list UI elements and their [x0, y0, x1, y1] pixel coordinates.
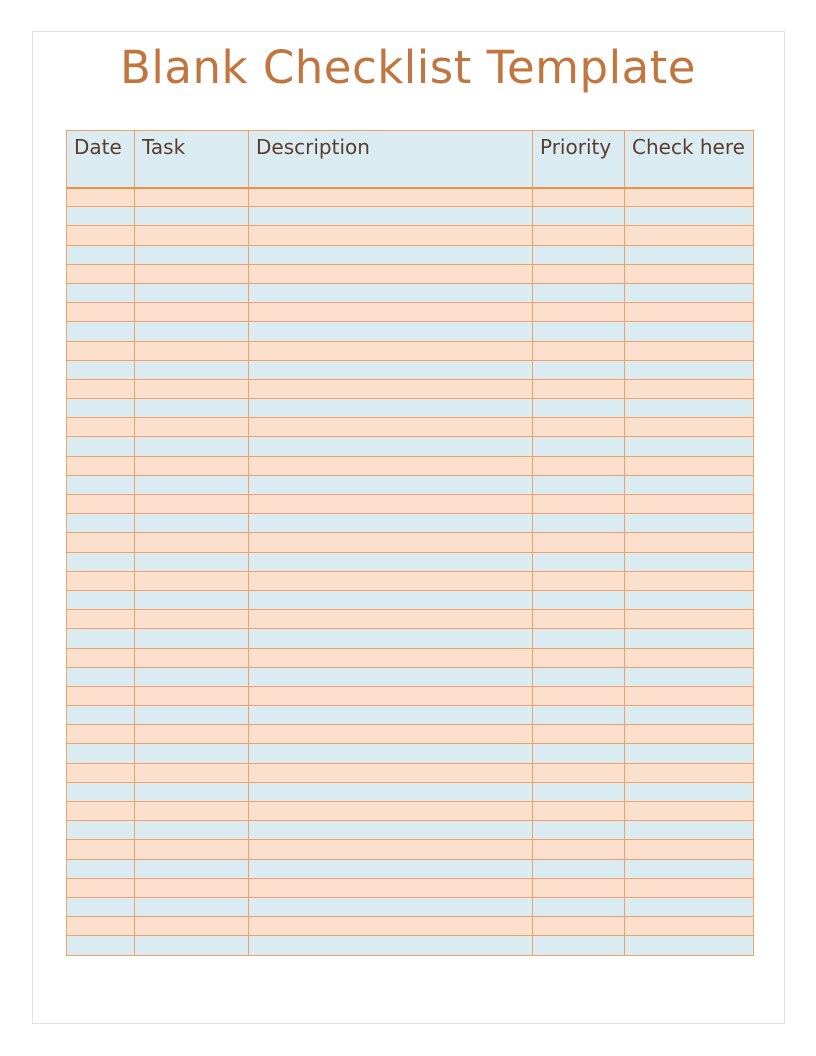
table-row	[67, 763, 754, 782]
table-row	[67, 571, 754, 590]
check-cell[interactable]	[625, 303, 754, 322]
priority-cell[interactable]	[533, 629, 625, 648]
task-cell[interactable]	[135, 283, 249, 302]
task-cell[interactable]	[135, 399, 249, 418]
date-cell[interactable]	[67, 629, 135, 648]
date-cell[interactable]	[67, 590, 135, 609]
date-cell[interactable]	[67, 744, 135, 763]
description-cell[interactable]	[249, 283, 533, 302]
priority-cell[interactable]	[533, 533, 625, 552]
priority-cell[interactable]	[533, 475, 625, 494]
column-header-check-here: Check here	[625, 131, 754, 188]
priority-cell[interactable]	[533, 341, 625, 360]
table-row	[67, 610, 754, 629]
description-cell[interactable]	[249, 744, 533, 763]
priority-cell[interactable]	[533, 610, 625, 629]
task-cell[interactable]	[135, 744, 249, 763]
description-cell[interactable]	[249, 936, 533, 955]
check-cell[interactable]	[625, 207, 754, 226]
table-row	[67, 936, 754, 955]
column-header-date: Date	[67, 131, 135, 188]
check-cell[interactable]	[625, 533, 754, 552]
table-row	[67, 821, 754, 840]
description-cell[interactable]	[249, 245, 533, 264]
task-cell[interactable]	[135, 610, 249, 629]
header-row	[67, 131, 754, 188]
table-row	[67, 245, 754, 264]
date-cell[interactable]	[67, 610, 135, 629]
date-cell[interactable]	[67, 188, 135, 207]
check-cell[interactable]	[625, 188, 754, 207]
date-cell[interactable]	[67, 360, 135, 379]
task-cell[interactable]	[135, 706, 249, 725]
page-title: Blank Checklist Template	[120, 41, 696, 94]
check-cell[interactable]	[625, 475, 754, 494]
check-cell[interactable]	[625, 341, 754, 360]
priority-cell[interactable]	[533, 744, 625, 763]
check-cell[interactable]	[625, 648, 754, 667]
check-cell[interactable]	[625, 610, 754, 629]
date-cell[interactable]	[67, 303, 135, 322]
column-header-priority: Priority	[533, 131, 625, 188]
table-row	[67, 418, 754, 437]
task-cell[interactable]	[135, 456, 249, 475]
date-cell[interactable]	[67, 571, 135, 590]
task-cell[interactable]	[135, 763, 249, 782]
task-cell[interactable]	[135, 514, 249, 533]
description-cell[interactable]	[249, 495, 533, 514]
checklist-table	[66, 130, 754, 956]
check-cell[interactable]	[625, 418, 754, 437]
check-cell[interactable]	[625, 782, 754, 801]
description-cell[interactable]	[249, 418, 533, 437]
task-cell[interactable]	[135, 264, 249, 283]
priority-cell[interactable]	[533, 686, 625, 705]
description-cell[interactable]	[249, 322, 533, 341]
date-cell[interactable]	[67, 667, 135, 686]
description-cell[interactable]	[249, 533, 533, 552]
priority-cell[interactable]	[533, 763, 625, 782]
priority-cell[interactable]	[533, 245, 625, 264]
task-cell[interactable]	[135, 571, 249, 590]
task-cell[interactable]	[135, 495, 249, 514]
task-cell[interactable]	[135, 840, 249, 859]
check-cell[interactable]	[625, 399, 754, 418]
date-cell[interactable]	[67, 399, 135, 418]
date-cell[interactable]	[67, 207, 135, 226]
table-row	[67, 840, 754, 859]
table-row	[67, 878, 754, 897]
check-cell[interactable]	[625, 226, 754, 245]
task-cell[interactable]	[135, 725, 249, 744]
table-row	[67, 226, 754, 245]
check-cell[interactable]	[625, 917, 754, 936]
priority-cell[interactable]	[533, 878, 625, 897]
priority-cell[interactable]	[533, 706, 625, 725]
priority-cell[interactable]	[533, 897, 625, 916]
table-row	[67, 360, 754, 379]
table-row	[67, 552, 754, 571]
task-cell[interactable]	[135, 590, 249, 609]
date-cell[interactable]	[67, 283, 135, 302]
task-cell[interactable]	[135, 360, 249, 379]
date-cell[interactable]	[67, 686, 135, 705]
table-row	[67, 648, 754, 667]
check-cell[interactable]	[625, 322, 754, 341]
priority-cell[interactable]	[533, 667, 625, 686]
description-cell[interactable]	[249, 802, 533, 821]
description-cell[interactable]	[249, 706, 533, 725]
table-row	[67, 495, 754, 514]
date-cell[interactable]	[67, 418, 135, 437]
task-cell[interactable]	[135, 322, 249, 341]
check-cell[interactable]	[625, 264, 754, 283]
task-cell[interactable]	[135, 917, 249, 936]
priority-cell[interactable]	[533, 226, 625, 245]
table-row	[67, 399, 754, 418]
priority-cell[interactable]	[533, 495, 625, 514]
date-cell[interactable]	[67, 475, 135, 494]
date-cell[interactable]	[67, 552, 135, 571]
date-cell[interactable]	[67, 897, 135, 916]
description-cell[interactable]	[249, 264, 533, 283]
date-cell[interactable]	[67, 495, 135, 514]
date-cell[interactable]	[67, 859, 135, 878]
table-row	[67, 514, 754, 533]
description-cell[interactable]	[249, 686, 533, 705]
date-cell[interactable]	[67, 437, 135, 456]
date-cell[interactable]	[67, 782, 135, 801]
priority-cell[interactable]	[533, 571, 625, 590]
table-row	[67, 303, 754, 322]
description-cell[interactable]	[249, 782, 533, 801]
check-cell[interactable]	[625, 821, 754, 840]
task-cell[interactable]	[135, 821, 249, 840]
check-cell[interactable]	[625, 456, 754, 475]
task-cell[interactable]	[135, 226, 249, 245]
check-cell[interactable]	[625, 360, 754, 379]
priority-cell[interactable]	[533, 437, 625, 456]
description-cell[interactable]	[249, 399, 533, 418]
check-cell[interactable]	[625, 725, 754, 744]
task-cell[interactable]	[135, 533, 249, 552]
date-cell[interactable]	[67, 245, 135, 264]
check-cell[interactable]	[625, 495, 754, 514]
description-cell[interactable]	[249, 437, 533, 456]
date-cell[interactable]	[67, 840, 135, 859]
priority-cell[interactable]	[533, 859, 625, 878]
description-cell[interactable]	[249, 897, 533, 916]
check-cell[interactable]	[625, 379, 754, 398]
date-cell[interactable]	[67, 379, 135, 398]
table-row	[67, 744, 754, 763]
task-cell[interactable]	[135, 782, 249, 801]
description-cell[interactable]	[249, 475, 533, 494]
priority-cell[interactable]	[533, 590, 625, 609]
table-row	[67, 533, 754, 552]
table-row	[67, 379, 754, 398]
date-cell[interactable]	[67, 264, 135, 283]
column-header-description: Description	[249, 131, 533, 188]
task-cell[interactable]	[135, 475, 249, 494]
date-cell[interactable]	[67, 706, 135, 725]
check-cell[interactable]	[625, 936, 754, 955]
check-cell[interactable]	[625, 763, 754, 782]
priority-cell[interactable]	[533, 283, 625, 302]
table-row	[67, 859, 754, 878]
date-cell[interactable]	[67, 802, 135, 821]
priority-cell[interactable]	[533, 936, 625, 955]
task-cell[interactable]	[135, 207, 249, 226]
description-cell[interactable]	[249, 840, 533, 859]
table-row	[67, 475, 754, 494]
check-cell[interactable]	[625, 629, 754, 648]
check-cell[interactable]	[625, 514, 754, 533]
description-cell[interactable]	[249, 207, 533, 226]
task-cell[interactable]	[135, 379, 249, 398]
description-cell[interactable]	[249, 188, 533, 207]
table-row	[67, 725, 754, 744]
task-cell[interactable]	[135, 878, 249, 897]
priority-cell[interactable]	[533, 514, 625, 533]
date-cell[interactable]	[67, 648, 135, 667]
table-row	[67, 590, 754, 609]
table-row	[67, 341, 754, 360]
task-cell[interactable]	[135, 418, 249, 437]
date-cell[interactable]	[67, 725, 135, 744]
check-cell[interactable]	[625, 283, 754, 302]
table-row	[67, 782, 754, 801]
description-cell[interactable]	[249, 821, 533, 840]
date-cell[interactable]	[67, 456, 135, 475]
date-cell[interactable]	[67, 936, 135, 955]
description-cell[interactable]	[249, 629, 533, 648]
date-cell[interactable]	[67, 917, 135, 936]
table-row	[67, 686, 754, 705]
date-cell[interactable]	[67, 821, 135, 840]
description-cell[interactable]	[249, 303, 533, 322]
description-cell[interactable]	[249, 648, 533, 667]
table-row	[67, 437, 754, 456]
task-cell[interactable]	[135, 437, 249, 456]
task-cell[interactable]	[135, 303, 249, 322]
table-row	[67, 917, 754, 936]
task-cell[interactable]	[135, 552, 249, 571]
date-cell[interactable]	[67, 878, 135, 897]
table-row	[67, 706, 754, 725]
table-row	[67, 456, 754, 475]
description-cell[interactable]	[249, 456, 533, 475]
table-row	[67, 207, 754, 226]
priority-cell[interactable]	[533, 456, 625, 475]
task-cell[interactable]	[135, 648, 249, 667]
description-cell[interactable]	[249, 552, 533, 571]
date-cell[interactable]	[67, 226, 135, 245]
table-row	[67, 188, 754, 207]
description-cell[interactable]	[249, 341, 533, 360]
description-cell[interactable]	[249, 590, 533, 609]
priority-cell[interactable]	[533, 552, 625, 571]
description-cell[interactable]	[249, 859, 533, 878]
date-cell[interactable]	[67, 514, 135, 533]
priority-cell[interactable]	[533, 322, 625, 341]
description-cell[interactable]	[249, 571, 533, 590]
date-cell[interactable]	[67, 763, 135, 782]
task-cell[interactable]	[135, 936, 249, 955]
table-row	[67, 264, 754, 283]
table-row	[67, 322, 754, 341]
table-row	[67, 897, 754, 916]
description-cell[interactable]	[249, 514, 533, 533]
date-cell[interactable]	[67, 533, 135, 552]
description-cell[interactable]	[249, 226, 533, 245]
task-cell[interactable]	[135, 188, 249, 207]
priority-cell[interactable]	[533, 917, 625, 936]
table-row	[67, 283, 754, 302]
description-cell[interactable]	[249, 667, 533, 686]
priority-cell[interactable]	[533, 360, 625, 379]
checklist-rows	[67, 188, 754, 956]
priority-cell[interactable]	[533, 418, 625, 437]
priority-cell[interactable]	[533, 802, 625, 821]
check-cell[interactable]	[625, 437, 754, 456]
task-cell[interactable]	[135, 629, 249, 648]
task-cell[interactable]	[135, 897, 249, 916]
description-cell[interactable]	[249, 610, 533, 629]
date-cell[interactable]	[67, 341, 135, 360]
description-cell[interactable]	[249, 360, 533, 379]
check-cell[interactable]	[625, 686, 754, 705]
priority-cell[interactable]	[533, 725, 625, 744]
priority-cell[interactable]	[533, 379, 625, 398]
check-cell[interactable]	[625, 245, 754, 264]
priority-cell[interactable]	[533, 821, 625, 840]
priority-cell[interactable]	[533, 840, 625, 859]
description-cell[interactable]	[249, 379, 533, 398]
table-row	[67, 629, 754, 648]
description-cell[interactable]	[249, 917, 533, 936]
task-cell[interactable]	[135, 245, 249, 264]
task-cell[interactable]	[135, 859, 249, 878]
description-cell[interactable]	[249, 763, 533, 782]
priority-cell[interactable]	[533, 207, 625, 226]
task-cell[interactable]	[135, 686, 249, 705]
task-cell[interactable]	[135, 802, 249, 821]
priority-cell[interactable]	[533, 303, 625, 322]
check-cell[interactable]	[625, 897, 754, 916]
task-cell[interactable]	[135, 667, 249, 686]
check-cell[interactable]	[625, 667, 754, 686]
check-cell[interactable]	[625, 706, 754, 725]
date-cell[interactable]	[67, 322, 135, 341]
check-cell[interactable]	[625, 590, 754, 609]
check-cell[interactable]	[625, 840, 754, 859]
priority-cell[interactable]	[533, 188, 625, 207]
description-cell[interactable]	[249, 725, 533, 744]
check-cell[interactable]	[625, 878, 754, 897]
description-cell[interactable]	[249, 878, 533, 897]
table-row	[67, 802, 754, 821]
priority-cell[interactable]	[533, 399, 625, 418]
task-cell[interactable]	[135, 341, 249, 360]
check-cell[interactable]	[625, 571, 754, 590]
priority-cell[interactable]	[533, 782, 625, 801]
check-cell[interactable]	[625, 859, 754, 878]
check-cell[interactable]	[625, 552, 754, 571]
priority-cell[interactable]	[533, 648, 625, 667]
priority-cell[interactable]	[533, 264, 625, 283]
check-cell[interactable]	[625, 802, 754, 821]
table-row	[67, 667, 754, 686]
column-header-task: Task	[135, 131, 249, 188]
check-cell[interactable]	[625, 744, 754, 763]
